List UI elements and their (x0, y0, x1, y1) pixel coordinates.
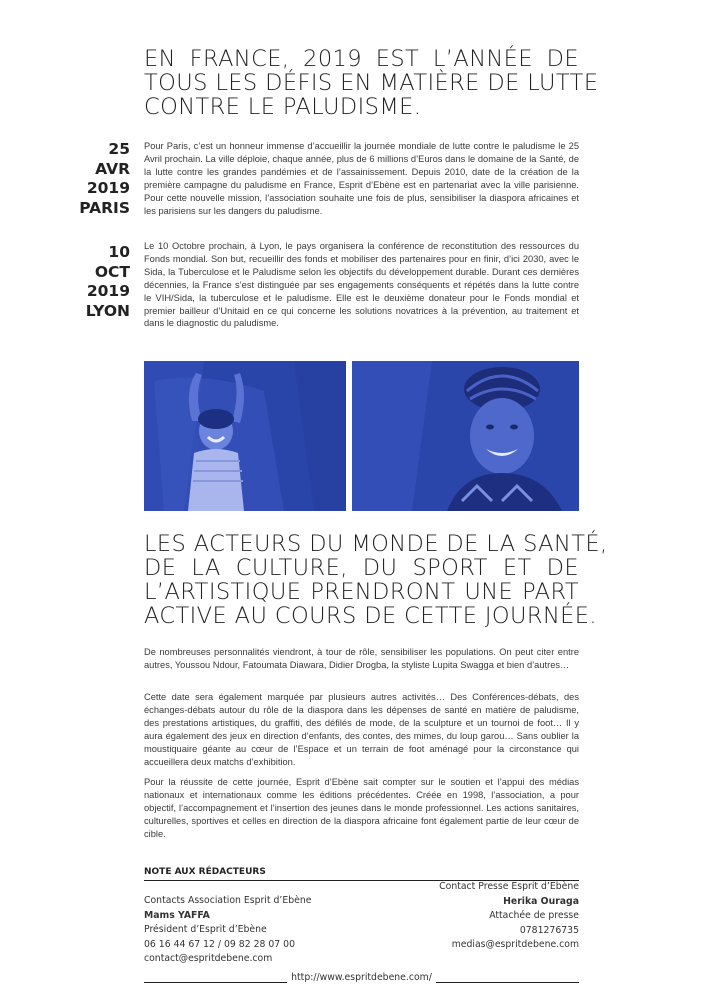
headline-bottom-line-2: DE LA CULTURE, DU SPORT ET DE (144, 555, 579, 581)
headline-top-line-1: EN FRANCE, 2019 EST L’ANNÉE DE (144, 46, 579, 72)
child-photo (144, 361, 346, 511)
woman-photo (352, 361, 579, 511)
contact-association (144, 894, 404, 967)
contact-phone: 06 16 44 67 12 / 09 82 28 07 00 (144, 938, 295, 950)
event-lyon-text: Le 10 Octobre prochain, à Lyon, le pays organisera la conférence de reconstitution des ressources du Fonds mondial. Son but, recueillir des fonds et mobiliser des partenaires pour en finir, d’ici 2030, avec le Sida, la Tuberculose et le Paludisme selon les objectifs du développement durable. Durant ces dernières décennies, la France s’est distinguée par ses engagements conséquents et répétés dans la lutte contre le VIH/Sida, la tuberculose et le paludisme. Elle est le deuxième donateur pour le Fonds mondial et premier bailleur d’Unitaid en ce qui concerne les solutions novatrices à la prévention, au traitement et dans le diagnostic du paludisme. (144, 241, 579, 329)
footer (144, 972, 579, 984)
woman-illustration (352, 361, 579, 511)
date-month: OCT (94, 262, 130, 281)
headline-bottom (144, 531, 608, 629)
press-name: Herika Ouraga (503, 895, 579, 907)
headline-bottom-line-4: ACTIVE AU COURS DE CETTE JOURNÉE. (144, 603, 597, 629)
event-paris-text: Pour Paris, c’est un honneur immense d’accueillir la journée mondiale de lutte contre le paludisme le 25 Avril prochain. La ville déploie, chaque année, plus de 6 millions d’Euros dans le domaine de la Santé, de la lutte contre les grandes pandémies et de l’assainissement. Depuis 2010, date de la création de la première campagne du paludisme en France, Esprit d’Ebène est en partenariat avec la ville parisienne. Pour cette nouvelle mission, l’association souhaite une fois de plus, sensibiliser la diaspora africaines et les parisiens sur les dangers du paludisme. (144, 141, 579, 216)
date-paris (60, 140, 130, 218)
note-title: NOTE AUX RÉDACTEURS (144, 867, 266, 877)
date-year: 2019 (86, 179, 130, 197)
child-illustration (144, 361, 346, 511)
date-day: 10 (108, 243, 130, 261)
paragraph-3: Pour la réussite de cette journée, Esprit d’Ebène sait compter sur le soutien et l’appui des médias nationaux et internationaux comme les éditions précédentes. Créée en 1998, l’association, a pour objectif, l’accompagnement et l’insertion des jeunes dans le monde professionnel. Les actions sanitaires, culturelles, sportives et celles en direction de la diaspora africaine font également partie de leur cœur de cible. (144, 777, 579, 839)
contact-email: contact@espritdebene.com (144, 953, 273, 964)
website-link[interactable]: http://www.espritdebene.com/ (287, 972, 436, 983)
headline-top (144, 46, 599, 120)
press-email: medias@espritdebene.com (451, 939, 579, 950)
press-role: Attachée de presse (489, 910, 579, 921)
date-day: 25 (108, 140, 130, 158)
press-org: Contact Presse Esprit d’Ebène (439, 881, 579, 892)
headline-bottom-line-3: L’ARTISTIQUE PRENDRONT UNE PART (144, 579, 579, 605)
paragraph-1: De nombreuses personnalités viendront, à tour de rôle, sensibiliser les populations. On peut citer entre autres, Youssou Ndour, Fatoumata Diawara, Didier Drogba, la styliste Lupita Swagga et bien d’autres… (144, 647, 579, 670)
date-city: PARIS (79, 198, 130, 217)
date-city: LYON (85, 301, 130, 320)
date-year: 2019 (86, 282, 130, 300)
paragraph-2: Cette date sera également marquée par plusieurs autres activités… Des Conférences-débats, des échanges-débats autour du rôle de la diaspora dans les dépenses de santé en matière de paludisme, des prestations artistiques, du graffiti, des défilés de mode, de la sculpture et un tournoi de foot… Il y aura également des jeux en direction d’enfants, des contes, des mimes, du loup garou… Sans oublier la moustiquaire géante au cœur de l’Espace et un terrain de foot aménagé pour la circonstance qui accueillera deux matchs d’exhibition. (144, 692, 579, 767)
contact-name: Mams YAFFA (144, 909, 210, 921)
contact-press (379, 880, 579, 953)
contact-role: Président d’Esprit d’Ebène (144, 924, 267, 935)
headline-bottom-line-1: LES ACTEURS DU MONDE DE LA SANTÉ, (144, 531, 608, 557)
headline-top-line-2: TOUS LES DÉFIS EN MATIÈRE DE LUTTE (144, 70, 599, 96)
press-phone: 0781276735 (519, 924, 579, 936)
date-month: AVR (95, 159, 130, 178)
headline-top-line-3: CONTRE LE PALUDISME. (144, 94, 422, 120)
date-lyon (60, 243, 130, 321)
contact-org: Contacts Association Esprit d’Ebène (144, 895, 312, 906)
